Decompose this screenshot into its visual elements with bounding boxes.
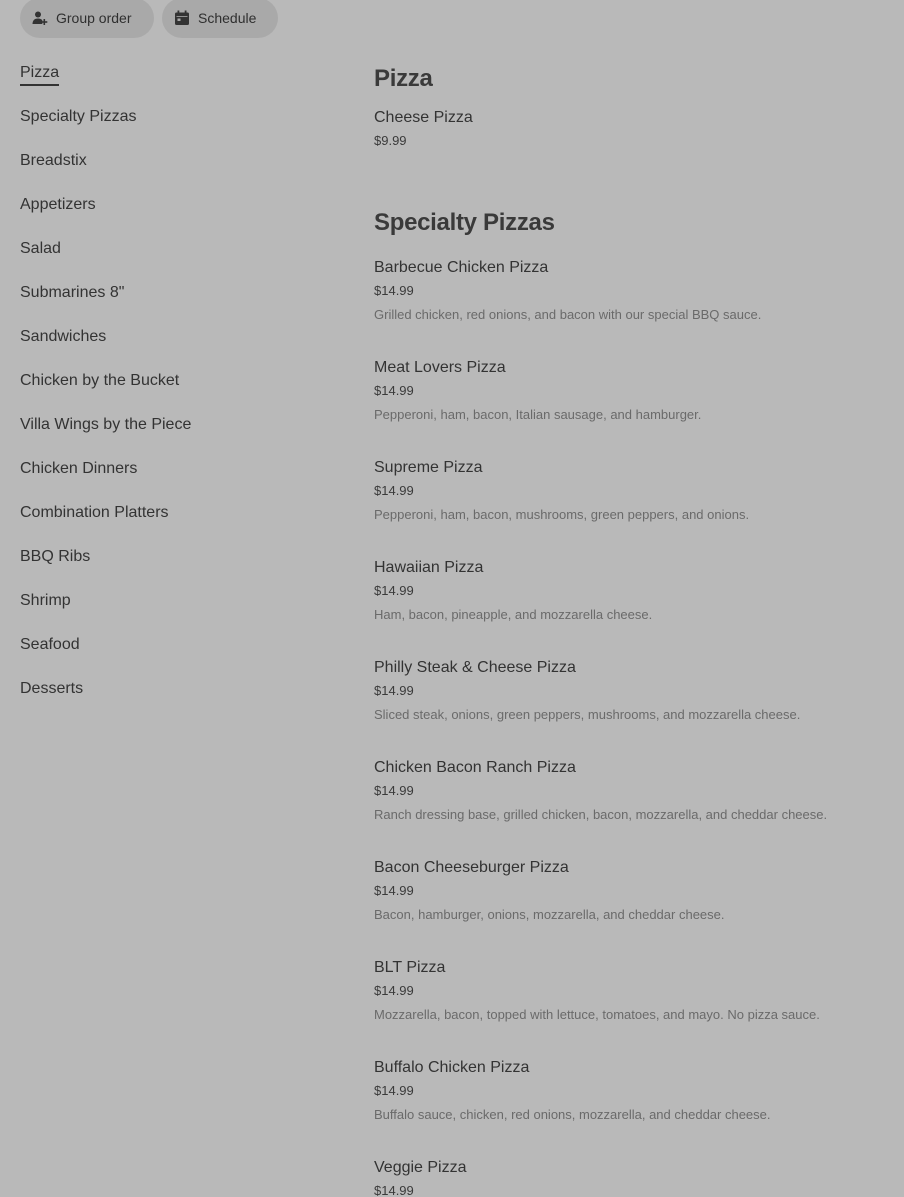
sidebar-item-chicken-bucket[interactable] xyxy=(20,370,340,414)
sidebar-item-label: Combination Platters xyxy=(20,504,169,521)
item-name: Barbecue Chicken Pizza xyxy=(374,259,549,276)
sidebar-item-chicken-dinners[interactable] xyxy=(20,458,340,502)
sidebar-item-label: Salad xyxy=(20,240,61,257)
sidebar-item-label: Sandwiches xyxy=(20,328,107,345)
sidebar-item-pizza[interactable] xyxy=(20,62,340,106)
section-specialty-pizzas xyxy=(374,206,894,1197)
sidebar-item-shrimp[interactable] xyxy=(20,590,340,634)
item-price: $14.99 xyxy=(374,1083,414,1098)
menu-item[interactable] xyxy=(374,758,894,858)
sidebar-item-label: Shrimp xyxy=(20,592,71,609)
item-price: $14.99 xyxy=(374,483,414,498)
sidebar-item-label: Appetizers xyxy=(20,196,96,213)
sidebar-item-specialty-pizzas[interactable] xyxy=(20,106,340,150)
item-description: Mozzarella, bacon, topped with lettuce, tomatoes, and mayo. No pizza sauce. xyxy=(374,1007,820,1022)
sidebar-item-label: BBQ Ribs xyxy=(20,548,91,565)
menu-item[interactable] xyxy=(374,458,894,558)
sidebar-item-appetizers[interactable] xyxy=(20,194,340,238)
sidebar-item-submarines[interactable] xyxy=(20,282,340,326)
sidebar-item-label: Specialty Pizzas xyxy=(20,108,137,125)
group-order-label: Group order xyxy=(56,10,132,26)
item-name: Meat Lovers Pizza xyxy=(374,359,506,376)
sidebar-item-bbq-ribs[interactable] xyxy=(20,546,340,590)
section-title: Pizza xyxy=(374,65,433,92)
section-pizza xyxy=(374,62,894,156)
group-order-button[interactable] xyxy=(20,0,154,38)
item-name: Chicken Bacon Ranch Pizza xyxy=(374,759,576,776)
item-description: Pepperoni, ham, bacon, mushrooms, green peppers, and onions. xyxy=(374,507,750,522)
item-description: Ranch dressing base, grilled chicken, bacon, mozzarella, and cheddar cheese. xyxy=(374,807,828,822)
sidebar-item-desserts[interactable] xyxy=(20,678,340,722)
item-price: $14.99 xyxy=(374,1183,414,1197)
section-divider xyxy=(374,156,894,206)
item-description: Buffalo sauce, chicken, red onions, mozzarella, and cheddar cheese. xyxy=(374,1107,771,1122)
item-price: $14.99 xyxy=(374,283,414,298)
sidebar-item-label: Submarines 8" xyxy=(20,284,125,301)
schedule-label: Schedule xyxy=(198,10,257,26)
menu-item[interactable] xyxy=(374,958,894,1058)
add-person-icon xyxy=(32,10,48,26)
item-name: Philly Steak & Cheese Pizza xyxy=(374,659,576,676)
menu-item[interactable] xyxy=(374,108,894,156)
item-price: $14.99 xyxy=(374,383,414,398)
sidebar-item-seafood[interactable] xyxy=(20,634,340,678)
item-price: $9.99 xyxy=(374,133,407,148)
item-price: $14.99 xyxy=(374,883,414,898)
item-price: $14.99 xyxy=(374,583,414,598)
menu-item[interactable] xyxy=(374,858,894,958)
sidebar-item-label: Villa Wings by the Piece xyxy=(20,416,192,433)
item-name: Hawaiian Pizza xyxy=(374,559,484,576)
sidebar-item-villa-wings[interactable] xyxy=(20,414,340,458)
item-description: Bacon, hamburger, onions, mozzarella, and cheddar cheese. xyxy=(374,907,725,922)
sidebar-item-label: Breadstix xyxy=(20,152,87,169)
menu-item[interactable] xyxy=(374,558,894,658)
sidebar-item-combination-platters[interactable] xyxy=(20,502,340,546)
sidebar-item-breadstix[interactable] xyxy=(20,150,340,194)
item-name: Supreme Pizza xyxy=(374,459,483,476)
item-description: Pepperoni, ham, bacon, Italian sausage, and hamburger. xyxy=(374,407,702,422)
sidebar-item-label: Chicken Dinners xyxy=(20,460,138,477)
item-description: Ham, bacon, pineapple, and mozzarella cheese. xyxy=(374,607,653,622)
item-name: Cheese Pizza xyxy=(374,109,473,126)
item-name: BLT Pizza xyxy=(374,959,446,976)
menu-item[interactable] xyxy=(374,1158,894,1197)
menu-content xyxy=(374,62,894,1197)
sidebar-item-sandwiches[interactable] xyxy=(20,326,340,370)
item-description: Sliced steak, onions, green peppers, mushrooms, and mozzarella cheese. xyxy=(374,707,801,722)
calendar-icon xyxy=(174,10,190,26)
menu-item[interactable] xyxy=(374,1058,894,1158)
item-name: Veggie Pizza xyxy=(374,1159,467,1176)
item-price: $14.99 xyxy=(374,983,414,998)
menu-item[interactable] xyxy=(374,358,894,458)
item-description: Grilled chicken, red onions, and bacon with our special BBQ sauce. xyxy=(374,307,762,322)
sidebar-item-salad[interactable] xyxy=(20,238,340,282)
sidebar-item-label: Desserts xyxy=(20,680,84,697)
menu-item[interactable] xyxy=(374,658,894,758)
item-price: $14.99 xyxy=(374,683,414,698)
sidebar-item-label: Chicken by the Bucket xyxy=(20,372,180,389)
item-name: Buffalo Chicken Pizza xyxy=(374,1059,530,1076)
schedule-button[interactable] xyxy=(162,0,278,38)
sidebar-item-label: Seafood xyxy=(20,636,80,653)
sidebar-item-label: Pizza xyxy=(20,62,59,86)
item-name: Bacon Cheeseburger Pizza xyxy=(374,859,569,876)
section-title: Specialty Pizzas xyxy=(374,209,555,236)
category-sidebar xyxy=(20,62,340,722)
menu-item[interactable] xyxy=(374,258,894,358)
item-price: $14.99 xyxy=(374,783,414,798)
